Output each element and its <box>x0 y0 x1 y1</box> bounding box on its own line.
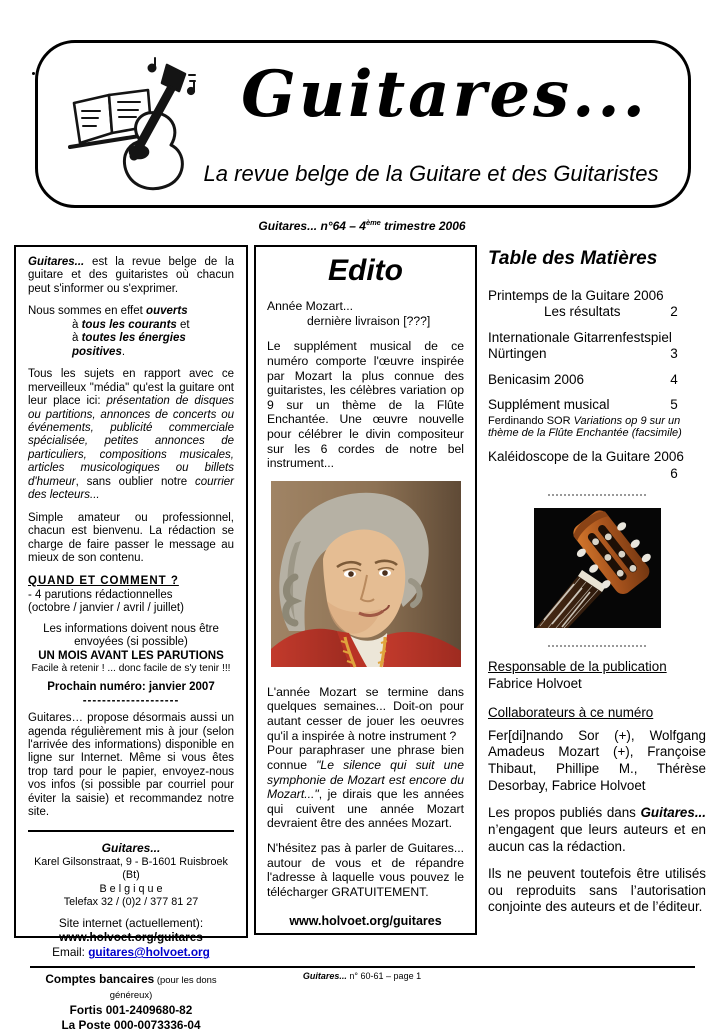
address-divider <box>28 830 234 832</box>
headstock-photo-frame <box>488 508 706 633</box>
text-run: Ferdinando SOR <box>488 414 574 427</box>
collaborators-label: Collaborateurs à ce numéro <box>488 705 654 721</box>
toc-entry: Supplément musical 5 <box>488 397 706 413</box>
agenda-paragraph: Guitares… propose désormais aussi un agenda régulièrement mis à jour (selon l'arrivée des informations) disponible en ligne sur Internet. Même si vous êtes trop tard pour le papier, envoyez-nous vos infos (si possible par courriel pour éviter la saisie) et recommandez notre site. <box>28 712 234 819</box>
toc-page-number: 4 <box>670 371 678 387</box>
toc-entry <box>488 466 706 482</box>
text-run: Guitares... <box>640 805 706 821</box>
magazine-subtitle: La revue belge de la Guitare et des Guitaristes <box>203 161 659 186</box>
disclaimer-paragraph-1 <box>488 805 706 855</box>
when-how-heading: QUAND ET COMMENT ? <box>28 574 179 587</box>
bank-laposte: La Poste 000-0073336-04 <box>61 1017 201 1032</box>
edito-share-paragraph: N'hésitez pas à parler de Guitares... autour de vous et de répandre l'adresse à laquelle vous pouvez le télécharger GRATUITEMENT. <box>267 841 464 900</box>
text-run: courrier des lecteurs... <box>28 475 234 502</box>
edito-year-paragraph: L'année Mozart se termine dans quelques semaines... Doit-on pour autant cesser de jouer les oeuvres qu'il a inspirée à notre instrument ? <box>267 684 464 743</box>
email-link[interactable]: guitares@holvoet.org <box>88 945 210 960</box>
text-run: Email: <box>52 945 89 960</box>
publisher-name: Fabrice Holvoet <box>488 675 582 691</box>
text-run: ouverts <box>146 305 188 318</box>
edito-supplement-paragraph: Le supplément musical de ce numéro comporte l'œuvre inspirée par Mozart la plus connue des guitaristes, les célèbres variation op 9 sur un thème de la Flûte Enchantée. Une œuvre nouvelle pour célébrer le divin compositeur sur les 6 cordes de notre bel instrument... <box>267 339 464 471</box>
info-deadline-2: UN MOIS AVANT LES PARUTIONS <box>38 649 224 662</box>
address-street: Karel Gilsonstraat, 9 - B-1601 Ruisbroek (Bt) <box>34 855 228 882</box>
mozart-portrait-image <box>271 481 461 667</box>
subjects-paragraph <box>28 368 234 503</box>
text-run: Variations op 9 sur un thème de la Flûte Enchantée (facsimile) <box>488 414 682 440</box>
text-run: toutes les énergies positives <box>72 332 186 358</box>
footer-issue-page: n° 60-61 – page 1 <box>346 971 422 981</box>
address-brand: Guitares... <box>101 840 161 855</box>
text-run: Comptes bancaires <box>45 971 155 986</box>
text-run: . <box>121 345 126 358</box>
footer-brand: Guitares... <box>302 971 347 981</box>
mozart-portrait-frame <box>267 481 464 671</box>
right-column <box>488 248 706 938</box>
toc-entry-note <box>488 415 706 440</box>
toc-heading: Table des Matières <box>488 248 658 269</box>
text-run: tous les courants <box>81 318 177 331</box>
collaborators-names: Fer[di]nando Sor (+), Wolfgang Amadeus Mozart (+), Françoise Thibaut, Phillipe M., Thérèse Desorbay, Fabrice Holvoet <box>488 727 706 793</box>
colophon <box>488 659 706 916</box>
text-run: Tous les sujets en rapport avec ce merveilleux "média" qu'est la guitare ont leur place ici: <box>28 368 234 408</box>
toc-page-number: 2 <box>670 304 678 320</box>
toc-entry: Les résultats 2 <box>488 304 706 320</box>
toc-entry: Internationale Gitarrenfestspiel <box>488 329 672 345</box>
open-line-2 <box>28 319 234 332</box>
when-line-2: (octobre / janvier / avril / juillet) <box>28 602 184 615</box>
masthead-box <box>35 40 691 208</box>
address-country: B e l g i q u e <box>99 882 163 895</box>
text-run: "Le silence qui suit une symphonie de Mozart est encore du Mozart..." <box>267 757 464 802</box>
text-run: (pour les dons généreux) <box>109 974 217 1002</box>
open-line-3 <box>28 332 234 359</box>
edito-box <box>254 245 477 935</box>
site-url: www.holvoet.org/guitares <box>59 930 203 945</box>
text-run: est la revue belge de la guitare et des guitaristes où chacun peut s'informer ou s'exprimer. <box>28 256 234 295</box>
text-run: et <box>176 318 190 331</box>
edito-url: www.holvoet.org/guitares <box>289 913 442 928</box>
email-line <box>28 945 234 960</box>
publisher-label: Responsable de la publication <box>488 659 667 675</box>
text-run: Guitares... n°64 – 4 <box>258 219 366 233</box>
text-run: trimestre 2006 <box>380 219 466 233</box>
magazine-title: Guitares... <box>241 57 648 132</box>
text-run: ème <box>365 218 381 227</box>
edito-intro-1: Année Mozart... <box>267 299 354 313</box>
edito-heading: Edito <box>328 254 403 287</box>
about-paragraph <box>28 256 234 296</box>
left-column-about-box <box>14 245 248 1032</box>
issue-line <box>0 218 724 233</box>
open-line-1 <box>28 305 234 318</box>
edito-intro-2: dernière livraison [???] <box>307 313 431 328</box>
when-line-1: - 4 parutions rédactionnelles <box>28 588 173 601</box>
footer-rule <box>30 966 695 968</box>
toc-entry: Benicasim 2006 4 <box>488 372 706 388</box>
toc-page-number: 5 <box>670 397 678 413</box>
disclaimer-paragraph-2: Ils ne peuvent toutefois être utilisés ou reproduits sans l’autorisation conjointe des auteurs et de l’éditeur. <box>488 866 706 915</box>
text-run: à <box>72 318 82 331</box>
toc-entry: Nürtingen 3 <box>488 346 706 362</box>
text-run: , je dirais que les années qui cuivent une année Mozart devraient être des années Mozart. <box>267 787 464 831</box>
guitar-sketch-illustration <box>52 55 202 200</box>
toc-entry: Kaléidoscope de la Guitare 2006 <box>488 449 684 465</box>
guitar-headstock-image <box>534 508 661 628</box>
bank-fortis: Fortis 001-2409680-82 <box>69 1002 193 1017</box>
next-issue: Prochain numéro: janvier 2007 <box>47 681 215 694</box>
bank-block <box>28 972 234 1033</box>
toc-page-number: 3 <box>670 346 678 362</box>
welcome-paragraph: Simple amateur ou professionnel, chacun est bienvenu. La rédaction se charge de faire passer le message au mieux de son contenu. <box>28 511 234 565</box>
text-run: à <box>72 332 82 345</box>
grey-divider <box>548 645 646 647</box>
table-of-contents <box>488 288 706 482</box>
text-run: présentation de disques ou partitions, annonces de concerts ou événements, publicité commerciale spécialisée, petites annonces de particuliers, compositions musicales, articles musicologiques ou billets d'humeur <box>28 395 234 488</box>
text-run: n’engagent que leurs auteurs et en aucun cas la rédaction. <box>488 821 706 854</box>
address-block <box>28 841 234 960</box>
site-label: Site internet (actuellement): <box>58 915 204 930</box>
edito-quote-paragraph <box>267 743 464 831</box>
dash-separator: -------------------- <box>82 694 180 707</box>
address-telefax: Telefax 32 / (0)2 / 377 81 27 <box>63 896 199 909</box>
toc-page-number: 6 <box>670 465 678 481</box>
toc-entry: Printemps de la Guitare 2006 <box>488 288 664 303</box>
text-run: Nous sommes en effet <box>28 305 147 318</box>
text-run: Pour paraphraser une phrase bien connue <box>267 743 464 772</box>
text-run: , sans oublier notre <box>75 475 196 488</box>
footer-page-label <box>0 971 724 981</box>
info-deadline-1: Les informations doivent nous être envoyées (si possible) <box>43 622 219 649</box>
text-run: Guitares... <box>28 256 85 268</box>
grey-divider <box>548 494 646 496</box>
info-deadline-3: Facile à retenir ! ... donc facile de s'y tenir !!! <box>31 663 231 675</box>
text-run: Les propos publiés dans <box>488 805 641 821</box>
